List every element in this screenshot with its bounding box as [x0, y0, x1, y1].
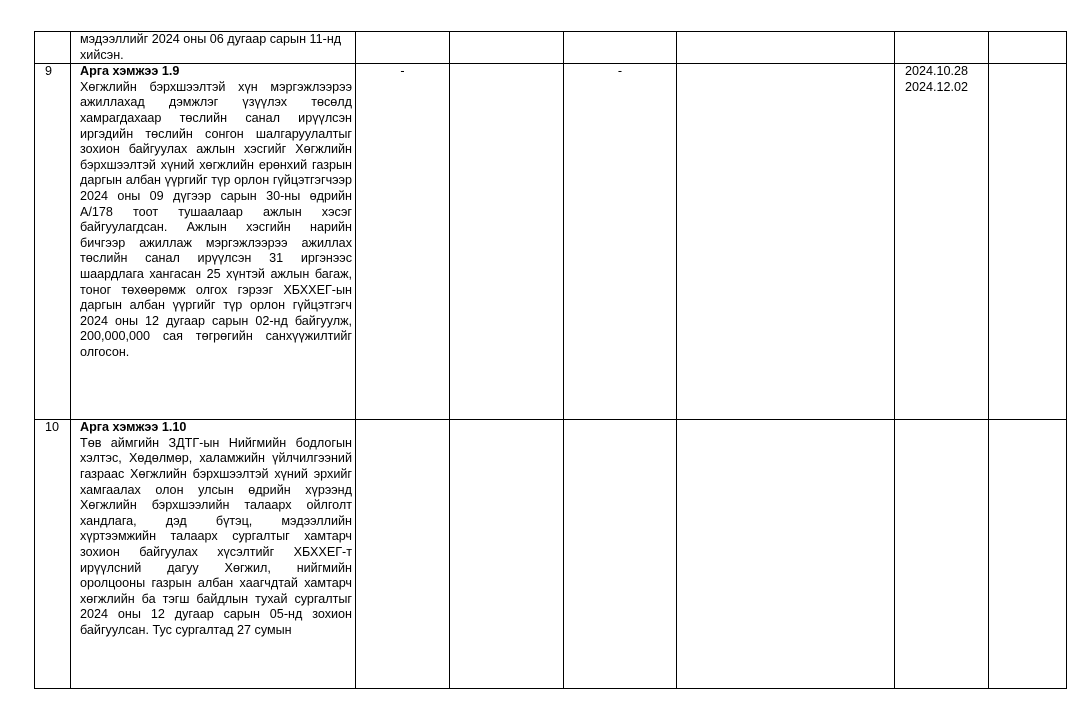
activity-title: Арга хэмжээ 1.10	[80, 420, 187, 435]
table-cell	[356, 32, 450, 64]
table-cell-dash: -	[356, 64, 450, 420]
table-cell-dash: -	[564, 64, 677, 420]
activity-text: мэдээллийг 2024 оны 06 дугаар сарын 11-нд хийсэн.	[80, 32, 342, 62]
table-cell	[564, 32, 677, 64]
date-value: 2024.12.02	[905, 79, 969, 94]
row-number	[35, 32, 71, 64]
table-cell	[677, 64, 895, 420]
date-value: 2024.10.28	[905, 64, 969, 79]
table-cell	[677, 420, 895, 689]
activity-text: Төв аймгийн ЗДТГ-ын Нийгмийн бодлогын хэлтэс, Хөдөлмөр, халамжийн үйлчилгээний газраас Хөгжлийн бэрхшээлтэй хүний эрхийг хамгаалах олон улсын өдрийн хүрээнд Хөгжлийн бэрхшээлийн талаарх ойлголт хандлага, дэд бүтэц, мэдээллийн хүртээмжийн талаарх сургалтыг хамтарч зохион байгуулах хүсэлтийг ХБХХЕГ-т ирүүлсний дагуу Хөгжил, нийгмийн оролцооны газрын албан хаагчдтай хамтарч хөгжлийн ба тэгш байдлын тухай сургалтыг 2024 оны 12 дугаар сарын 05-нд зохион байгуулсан. Тус сургалтад 27 сумын	[80, 435, 352, 637]
table-cell	[989, 64, 1067, 420]
table-row	[35, 32, 1067, 64]
activity-text: Хөгжлийн бэрхшээлтэй хүн мэргэжлээрээ ажиллахад дэмжлэг үзүүлэх төсөлд хамрагдахаар төслийн санал ирүүлсэн иргэдийн төслийн сонгон шалгаруулалтыг зохион байгуулах ажлын хэсгийг Хөгжлийн бэрхшээлтэй хүний хөгжлийн ерөнхий газрын даргын албан үүргийг түр орлон гүйцэтгэгчээр 2024 оны 09 дүгээр сарын 30-ны өдрийн А/178 тоот тушаалаар ажлын хэсэг байгуулагдсан. Ажлын хэсгийн нарийн бичгээр ажиллаж мэргэжлээрээ ажиллах төслийн санал ирүүлсэн 31 иргэнээс шаардлага хангасан 25 хүнтэй ажлын багаж, тоног төхөөрөмж олгох гэрээг ХБХХЕГ-ын даргын албан үүргийг түр орлон гүйцэтгэгч 2024 оны 12 дугаар сарын 02-нд байгуулж, 200,000,000 сая төгрөгийн санхүүжилтийг олгосон.	[80, 79, 352, 359]
table-row	[35, 420, 1067, 689]
table-cell	[564, 420, 677, 689]
row-number: 10	[35, 420, 71, 689]
table-cell	[895, 420, 989, 689]
activity-description	[71, 32, 356, 64]
report-table	[34, 31, 1067, 689]
table-cell	[989, 420, 1067, 689]
row-number: 9	[35, 64, 71, 420]
activity-title: Арга хэмжээ 1.9	[80, 64, 180, 79]
activity-description	[71, 64, 356, 420]
table-cell	[450, 32, 564, 64]
table-cell	[677, 32, 895, 64]
table-cell	[450, 64, 564, 420]
table-cell	[356, 420, 450, 689]
table-cell	[895, 32, 989, 64]
activity-description	[71, 420, 356, 689]
table-row	[35, 64, 1067, 420]
table-cell	[989, 32, 1067, 64]
table-cell	[450, 420, 564, 689]
dates-cell	[895, 64, 989, 420]
